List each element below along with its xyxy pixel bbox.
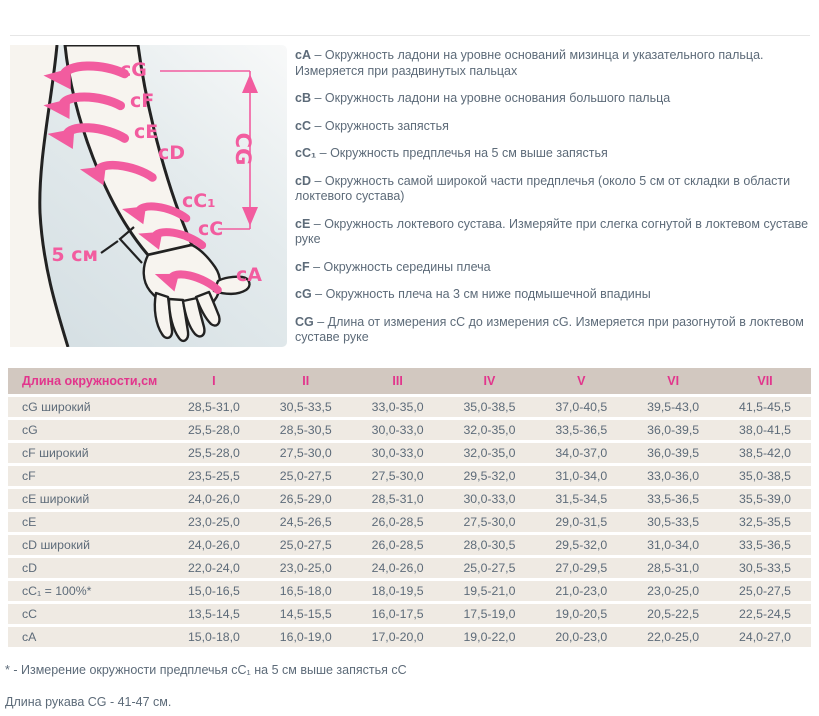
- range-cell: 30,0-33,0: [352, 420, 444, 440]
- measurement-text: Окружность самой широкой части предплечья (около 5 см от складки в области локтевого сустава): [295, 173, 791, 203]
- range-cell: 38,0-41,5: [719, 420, 811, 440]
- range-cell: 15,0-18,0: [168, 627, 260, 647]
- footnote-cc1-measurement: * - Измерение окружности предплечья cC₁ на 5 см выше запястья cC: [5, 663, 407, 677]
- range-cell: 30,0-33,0: [444, 489, 536, 509]
- column-header-size: VI: [627, 368, 719, 394]
- table-row: [8, 604, 811, 624]
- range-cell: 32,0-35,0: [444, 420, 536, 440]
- measurement-description: cC – Окружность запястья: [295, 118, 449, 133]
- measurement-text: Окружность локтевого сустава. Измеряйте при слегка согнутой в локтевом суставе руке: [295, 216, 809, 246]
- row-label: cA: [8, 627, 168, 647]
- table-row: [8, 627, 811, 647]
- range-cell: 15,0-16,5: [168, 581, 260, 601]
- column-header-size: IV: [444, 368, 536, 394]
- footnote-sleeve-length: Длина рукава CG - 41-47 см.: [5, 695, 172, 709]
- band-label-cc1: cC₁: [182, 190, 216, 212]
- range-cell: 22,0-24,0: [168, 558, 260, 578]
- measurement-text: Окружность запястья: [324, 118, 449, 133]
- row-label: cF: [8, 466, 168, 486]
- range-cell: 24,0-26,0: [352, 558, 444, 578]
- range-cell: 30,5-33,5: [719, 558, 811, 578]
- range-cell: 39,5-43,0: [627, 397, 719, 417]
- measurement-text: Окружность ладони на уровне оснований мизинца и указательного пальца. Измеряется при раздвинутых пальцах: [295, 48, 764, 78]
- size-table-header-row: [8, 368, 811, 394]
- range-cell: 41,5-45,5: [719, 397, 811, 417]
- measurement-text: Окружность плеча на 3 см ниже подмышечной впадины: [325, 287, 651, 301]
- measurement-text: Окружность предплечья на 5 см выше запястья: [330, 146, 608, 160]
- row-label: cF широкий: [8, 443, 168, 463]
- range-cell: 13,5-14,5: [168, 604, 260, 624]
- range-cell: 33,5-36,5: [719, 535, 811, 555]
- range-cell: 25,0-27,5: [444, 558, 536, 578]
- measurement-descriptions: [295, 48, 813, 358]
- range-cell: 25,5-28,0: [168, 443, 260, 463]
- band-label-ca: cA: [236, 264, 262, 286]
- five-cm-label: 5 см: [51, 244, 98, 266]
- measurement-text: Длина от измерения cC до измерения cG. Измеряется при разогнутой в локтевом суставе руке: [295, 314, 804, 344]
- range-cell: 30,5-33,5: [627, 512, 719, 532]
- measurement-description: cC₁ – Окружность предплечья на 5 см выше запястья: [295, 146, 608, 160]
- size-table-body: [8, 397, 811, 647]
- measurement-term: cE: [295, 216, 311, 231]
- range-cell: 23,0-25,0: [260, 558, 352, 578]
- range-cell: 33,5-36,5: [535, 420, 627, 440]
- range-cell: 24,0-26,0: [168, 535, 260, 555]
- measurement-text: Окружность ладони на уровне основания большого пальца: [324, 91, 671, 105]
- measurement-term: cF: [295, 259, 310, 274]
- column-header-size: II: [260, 368, 352, 394]
- range-cell: 23,0-25,0: [168, 512, 260, 532]
- row-label: cE: [8, 512, 168, 532]
- range-cell: 21,0-23,0: [535, 581, 627, 601]
- range-cell: 26,5-29,0: [260, 489, 352, 509]
- range-cell: 29,0-31,5: [535, 512, 627, 532]
- row-label: cC: [8, 604, 168, 624]
- measurement-description: cG – Окружность плеча на 3 см ниже подмышечной впадины: [295, 287, 651, 301]
- range-cell: 23,0-25,0: [627, 581, 719, 601]
- row-label: cG: [8, 420, 168, 440]
- range-cell: 34,0-37,0: [535, 443, 627, 463]
- measurement-term: cC₁: [295, 146, 317, 160]
- table-row: [8, 466, 811, 486]
- range-cell: 22,0-25,0: [627, 627, 719, 647]
- range-cell: 17,0-20,0: [352, 627, 444, 647]
- row-label: cG широкий: [8, 397, 168, 417]
- range-cell: 18,0-19,5: [352, 581, 444, 601]
- range-cell: 28,5-31,0: [352, 489, 444, 509]
- table-row: [8, 512, 811, 532]
- arm-measurement-diagram: [10, 45, 287, 347]
- range-cell: 25,5-28,0: [168, 420, 260, 440]
- band-label-cg: cG: [120, 59, 147, 81]
- band-label-cf: cF: [130, 90, 155, 112]
- measurement-description: cA – Окружность ладони на уровне оснований мизинца и указательного пальца. Измеряется при раздвинутых пальцах: [295, 48, 764, 78]
- range-cell: 23,5-25,5: [168, 466, 260, 486]
- measurement-description: cB – Окружность ладони на уровне основания большого пальца: [295, 91, 671, 105]
- range-cell: 22,5-24,5: [719, 604, 811, 624]
- cg-length-label: CG: [231, 132, 255, 166]
- measurement-description: cD – Окружность самой широкой части предплечья (около 5 см от складки в области локтевого сустава): [295, 173, 791, 203]
- range-cell: 20,0-23,0: [535, 627, 627, 647]
- column-header-size: VII: [719, 368, 811, 394]
- range-cell: 16,0-17,5: [352, 604, 444, 624]
- range-cell: 33,0-36,0: [627, 466, 719, 486]
- range-cell: 27,5-30,0: [352, 466, 444, 486]
- measurement-term: cD: [295, 173, 311, 188]
- table-row: [8, 420, 811, 440]
- range-cell: 25,0-27,5: [719, 581, 811, 601]
- range-cell: 31,5-34,5: [535, 489, 627, 509]
- range-cell: 19,0-20,5: [535, 604, 627, 624]
- range-cell: 28,5-31,0: [168, 397, 260, 417]
- band-label-cd: cD: [158, 142, 186, 164]
- range-cell: 16,0-19,0: [260, 627, 352, 647]
- table-row: [8, 558, 811, 578]
- row-label: cC₁ = 100%*: [8, 581, 168, 601]
- column-header-label: Длина окружности,см: [8, 368, 168, 394]
- range-cell: 25,0-27,5: [260, 535, 352, 555]
- table-row: [8, 581, 811, 601]
- range-cell: 35,5-39,0: [719, 489, 811, 509]
- measurement-description: cF – Окружность середины плеча: [295, 259, 491, 274]
- measurement-term: cA: [295, 48, 311, 62]
- range-cell: 24,5-26,5: [260, 512, 352, 532]
- table-row: [8, 489, 811, 509]
- range-cell: 28,5-31,0: [627, 558, 719, 578]
- range-cell: 38,5-42,0: [719, 443, 811, 463]
- range-cell: 32,5-35,5: [719, 512, 811, 532]
- range-cell: 27,5-30,0: [260, 443, 352, 463]
- table-row: [8, 535, 811, 555]
- range-cell: 28,5-30,5: [260, 420, 352, 440]
- measurement-description: CG – Длина от измерения cC до измерения cG. Измеряется при разогнутой в локтевом суставе руке: [295, 314, 804, 344]
- range-cell: 29,5-32,0: [444, 466, 536, 486]
- range-cell: 24,0-27,0: [719, 627, 811, 647]
- table-row: [8, 443, 811, 463]
- range-cell: 31,0-34,0: [627, 535, 719, 555]
- range-cell: 19,5-21,0: [444, 581, 536, 601]
- range-cell: 20,5-22,5: [627, 604, 719, 624]
- top-divider: [10, 35, 810, 36]
- measurement-text: Окружность середины плеча: [323, 259, 491, 274]
- range-cell: 36,0-39,5: [627, 420, 719, 440]
- range-cell: 14,5-15,5: [260, 604, 352, 624]
- range-cell: 33,0-35,0: [352, 397, 444, 417]
- measurement-term: CG: [295, 314, 314, 329]
- range-cell: 30,0-33,0: [352, 443, 444, 463]
- range-cell: 35,0-38,5: [719, 466, 811, 486]
- range-cell: 30,5-33,5: [260, 397, 352, 417]
- column-header-size: V: [535, 368, 627, 394]
- range-cell: 29,5-32,0: [535, 535, 627, 555]
- measurement-term: cC: [295, 118, 311, 133]
- column-header-size: I: [168, 368, 260, 394]
- arm-diagram-svg: [10, 45, 287, 347]
- range-cell: 26,0-28,5: [352, 535, 444, 555]
- range-cell: 26,0-28,5: [352, 512, 444, 532]
- measurement-term: cG: [295, 287, 312, 301]
- range-cell: 24,0-26,0: [168, 489, 260, 509]
- range-cell: 32,0-35,0: [444, 443, 536, 463]
- range-cell: 25,0-27,5: [260, 466, 352, 486]
- measurement-description: cE – Окружность локтевого сустава. Измеряйте при слегка согнутой в локтевом суставе руке: [295, 216, 809, 246]
- range-cell: 37,0-40,5: [535, 397, 627, 417]
- range-cell: 28,0-30,5: [444, 535, 536, 555]
- range-cell: 17,5-19,0: [444, 604, 536, 624]
- range-cell: 36,0-39,5: [627, 443, 719, 463]
- row-label: cD: [8, 558, 168, 578]
- range-cell: 33,5-36,5: [627, 489, 719, 509]
- range-cell: 35,0-38,5: [444, 397, 536, 417]
- row-label: cE широкий: [8, 489, 168, 509]
- band-label-cc: cC: [198, 218, 224, 240]
- band-label-ce: cE: [134, 121, 159, 143]
- table-row: [8, 397, 811, 417]
- range-cell: 31,0-34,0: [535, 466, 627, 486]
- range-cell: 16,5-18,0: [260, 581, 352, 601]
- column-header-size: III: [352, 368, 444, 394]
- measurement-term: cB: [295, 91, 311, 105]
- size-table: [8, 365, 811, 650]
- range-cell: 27,5-30,0: [444, 512, 536, 532]
- row-label: cD широкий: [8, 535, 168, 555]
- range-cell: 27,0-29,5: [535, 558, 627, 578]
- range-cell: 19,0-22,0: [444, 627, 536, 647]
